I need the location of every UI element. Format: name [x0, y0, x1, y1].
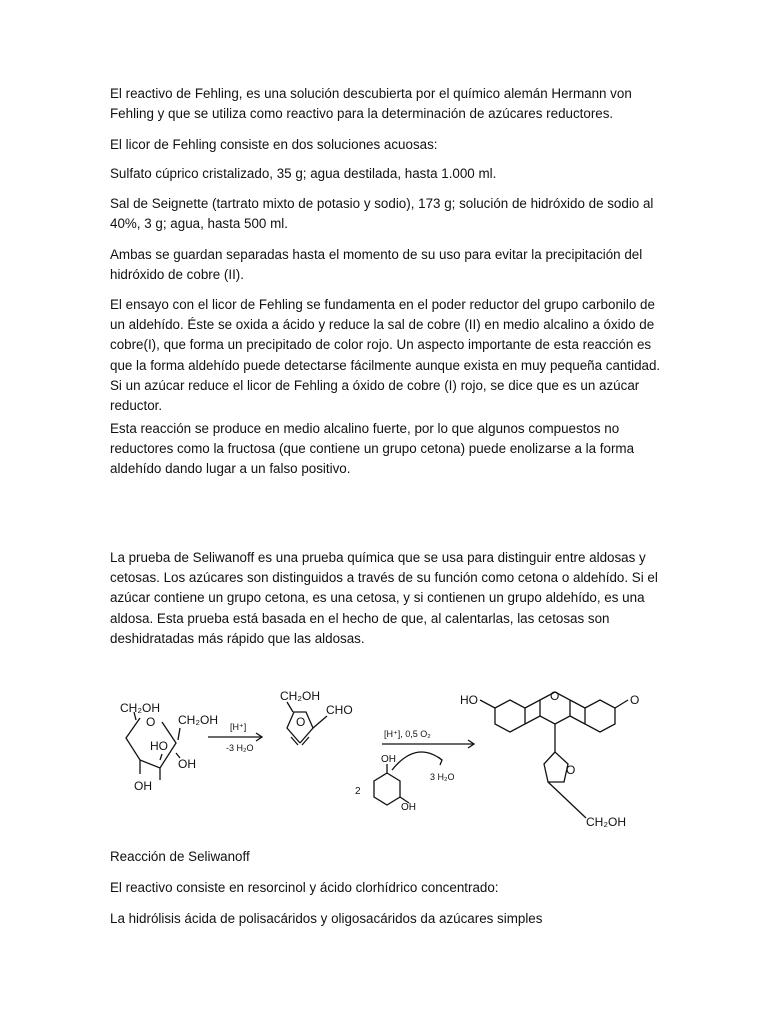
product-ch2oh: CH₂OH [586, 815, 626, 829]
product-furan-oxygen: O [566, 763, 576, 777]
paragraph-seliwanoff: La prueba de Seliwanoff es una prueba química que se usa para distinguir entre aldosas y cetosas. Los azúcares son distinguidos a través de su función como cetona o aldehído. Si el azúcar contiene un grupo cetona, es una cetosa, y si contienen un grupo aldehído, es una aldosa. Esta prueba está basada en el hecho de que, al calentarlas, las cetosas son deshidratadas más rápido que las aldosas. [110, 550, 658, 646]
paragraph-fehling-test: El ensayo con el licor de Fehling se fundamenta en el poder reductor del grupo carbonilo de un aldehído. Éste se oxida a ácido y reduce la sal de cobre (II) en medio alcalino a óxido de cobre(I), que forma un precipitado de color rojo. Un aspecto importante de esta reacción es que la forma aldehído puede detectarse fácilmente aunque exista en muy pequeña cantidad. Si un azúcar reduce el licor de Fehling a óxido de cobre (I) rojo, se dice que es un azúcar reductor. [110, 297, 661, 414]
product-carbonyl-oxygen: O [630, 693, 640, 707]
paragraph-solution-a: Sulfato cúprico cristalizado, 35 g; agua destilada, hasta 1.000 ml. [110, 166, 497, 181]
product-ho: HO [460, 693, 478, 707]
hmf-ring-oxygen: O [296, 715, 306, 729]
water-byproduct: 3 H₂O [430, 772, 455, 782]
seliwanoff-reaction-scheme [100, 688, 680, 838]
hmf-ch2oh: CH₂OH [280, 689, 320, 703]
resorcinol-oh-top: OH [381, 754, 396, 765]
paragraph-false-positive: Esta reacción se produce en medio alcalino fuerte, por lo que algunos compuestos no reductores como la fructosa (que contiene un grupo cetona) puede enolizarse a la forma aldehído dando lugar a un falso positivo. [110, 421, 635, 477]
fructose-oh-right: OH [178, 757, 196, 771]
resorcinol-ring [374, 773, 400, 805]
product-furan-ring [544, 752, 568, 782]
figure-caption: Reacción de Seliwanoff [110, 849, 250, 864]
hmf-cho: CHO [326, 703, 353, 717]
arrow-1-water-loss: -3 H₂O [226, 743, 254, 753]
paragraph-fehling-solutions: El licor de Fehling consiste en dos soluciones acuosas: [110, 137, 438, 152]
product-left-ring [495, 700, 525, 732]
curved-arrow [392, 752, 442, 770]
paragraph-reagent: El reactivo consiste en resorcinol y ácido clorhídrico concentrado: [110, 880, 499, 895]
resorcinol-oh-bottom: OH [401, 802, 416, 813]
arrow-1-catalyst: [H⁺] [230, 722, 247, 732]
paragraph-hydrolysis: La hidrólisis ácida de polisacáridos y oligosacáridos da azúcares simples [110, 911, 543, 926]
product-right-ring [585, 700, 615, 732]
fructose-ho: HO [150, 739, 168, 753]
paragraph-storage: Ambas se guardan separadas hasta el momento de su uso para evitar la precipitación del hidróxido de cobre (II). [110, 247, 643, 283]
paragraph-fehling-intro: El reactivo de Fehling, es una solución descubierta por el químico alemán Hermann von Fehling y que se utiliza como reactivo para la determinación de azúcares reductores. [110, 86, 632, 122]
fructose-oh-bottom: OH [134, 779, 152, 793]
fructose-ring-oxygen: O [146, 715, 156, 729]
fructose-ch2oh-right: CH₂OH [178, 713, 218, 727]
arrow-2-conditions: [H⁺], 0,5 O₂ [384, 729, 431, 739]
paragraph-solution-b: Sal de Seignette (tartrato mixto de potasio y sodio), 173 g; solución de hidróxido de sodio al 40%, 3 g; agua, hasta 500 ml. [110, 196, 654, 232]
resorcinol-coefficient: 2 [355, 786, 361, 797]
product-ring-oxygen: O [550, 689, 560, 703]
fructose-ch2oh-left: CH₂OH [120, 701, 160, 715]
